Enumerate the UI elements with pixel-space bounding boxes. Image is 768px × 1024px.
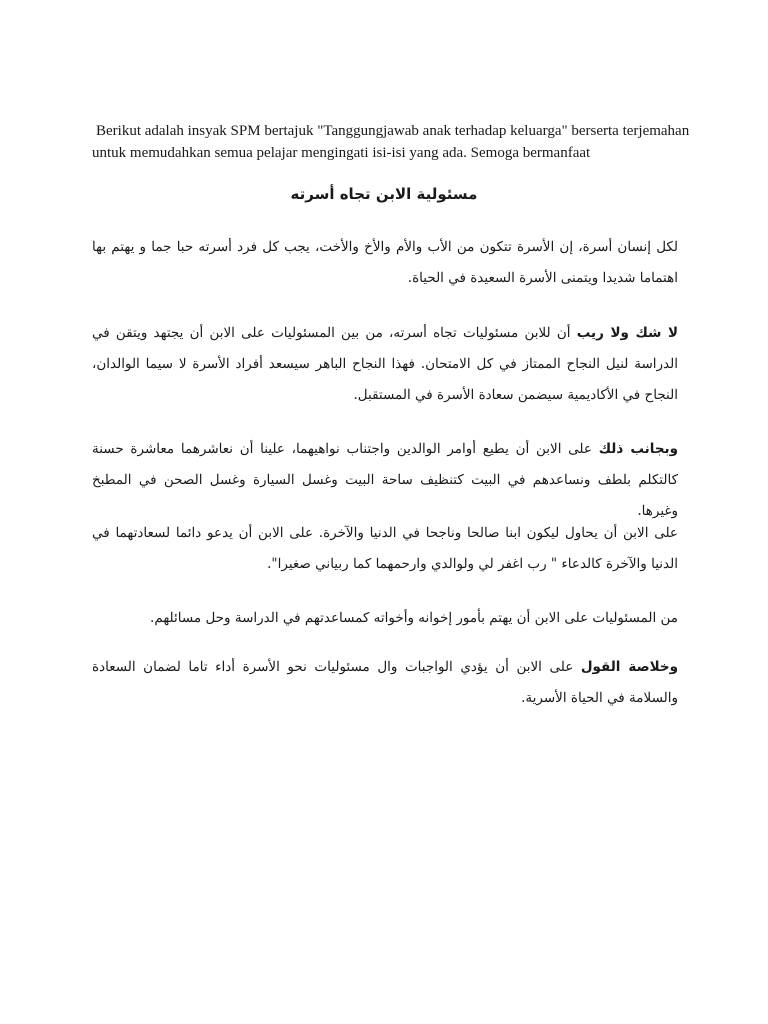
essay-paragraph-3 — [92, 434, 678, 527]
paragraph-text: من المسئوليات على الابن أن يهتم بأمور إخوانه وأخواته كمساعدتهم في الدراسة وحل مسائلهم. — [150, 610, 678, 626]
paragraph-lead: وخلاصة القول — [580, 659, 678, 675]
essay-paragraph-5 — [92, 603, 678, 634]
intro-text — [92, 120, 712, 164]
essay-paragraph-6 — [92, 652, 678, 714]
paragraph-text: على الابن أن يؤدي الواجبات وال مسئوليات نحو الأسرة أداء تاما لضمان السعادة والسلامة في الحياة الأسرية. — [92, 659, 678, 706]
paragraph-text: على الابن أن يطيع أوامر الوالدين واجتناب نواهيهما، علينا أن نعاشرهما معاشرة حسنة كالتكلم بلطف ونساعدهم في البيت كتنظيف ساحة البيت وغسل السيارة وغسل الصحن في المطبخ وغيرها. — [92, 441, 678, 519]
paragraph-text: لكل إنسان أسرة، إن الأسرة تتكون من الأب والأم والأخ والأخت، يجب كل فرد أسرته حبا جما و يهتم بها اهتماما شديدا ويتمنى الأسرة السعيدة في الحياة. — [92, 239, 678, 286]
intro-line-2: untuk memudahkan semua pelajar mengingati isi-isi yang ada. Semoga bermanfaat — [92, 145, 591, 161]
essay-paragraph-4 — [92, 518, 678, 580]
essay-title: مسئولية الابن تجاه أسرته — [290, 185, 478, 203]
paragraph-lead: لا شك ولا ريب — [576, 325, 679, 341]
paragraph-lead: وبجانب ذلك — [598, 441, 679, 457]
paragraph-text: أن للابن مسئوليات تجاه أسرته، من بين المسئوليات على الابن أن يجتهد ويتقن في الدراسة لنيل النجاح الممتاز في كل الامتحان. فهذا النجاح الباهر سيسعد أفراد الأسرة لا سيما الوالدان، النجاح في الأكاديمية سيضمن سعادة الأسرة في المستقبل. — [92, 325, 678, 403]
intro-line-1: Berikut adalah insyak SPM bertajuk "Tanggungjawab anak terhadap keluarga" berserta terjemahan — [96, 123, 690, 139]
essay-paragraph-1 — [92, 232, 678, 294]
paragraph-text: على الابن أن يحاول ليكون ابنا صالحا وناجحا في الدنيا والآخرة. على الابن أن يدعو دائما لسعادتهما في الدنيا والآخرة كالدعاء " رب اغفر لي ولوالدي وارحمهما كما ربياني صغيرا". — [92, 525, 678, 572]
essay-paragraph-2 — [92, 318, 678, 411]
